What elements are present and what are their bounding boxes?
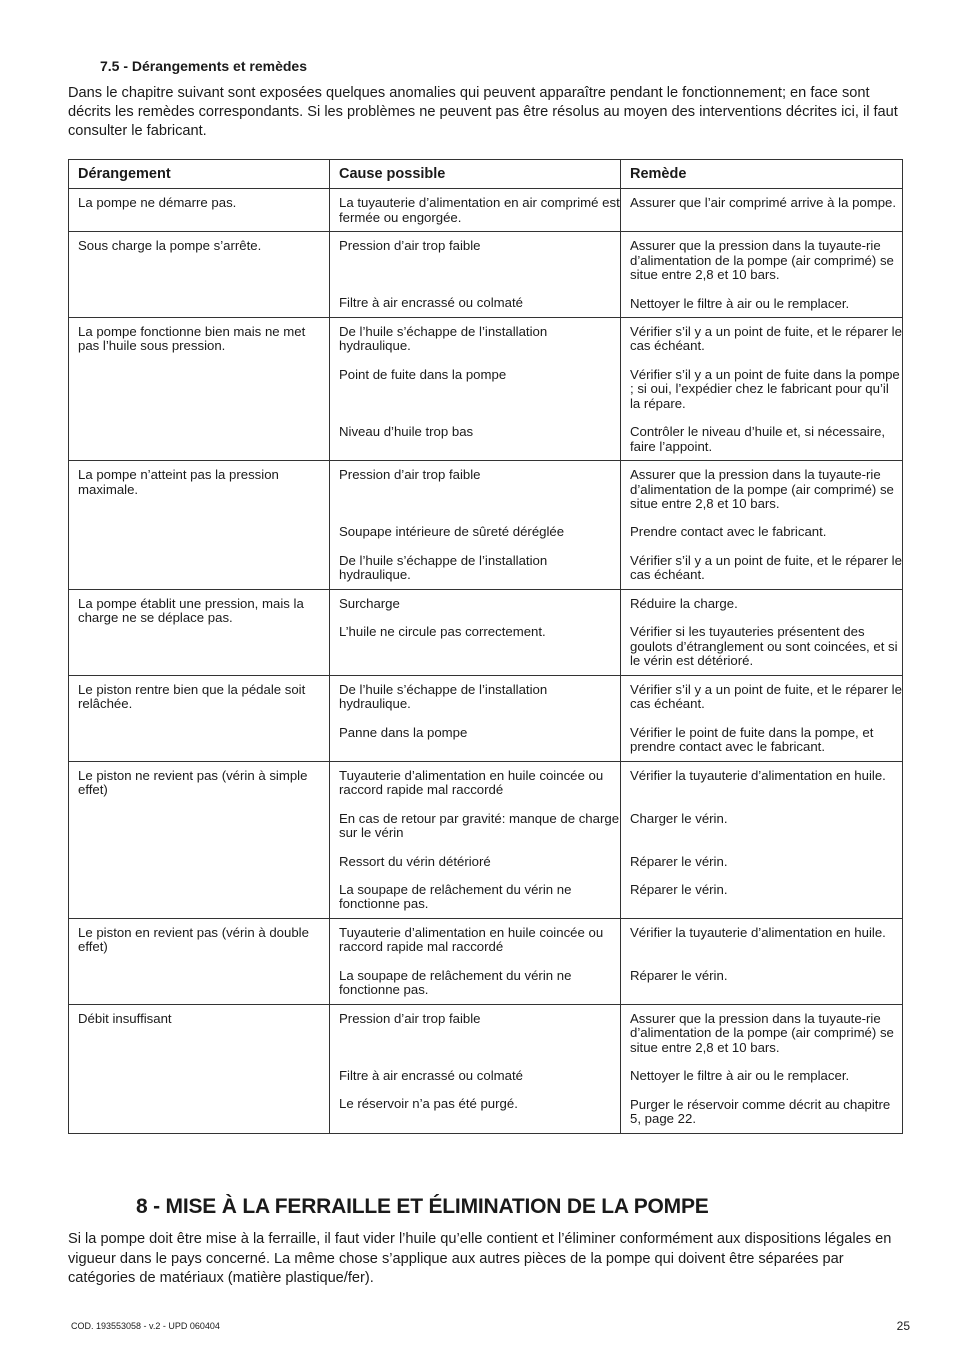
entry-spacer [630, 841, 902, 855]
remedy-text: Réparer le vérin. [630, 967, 728, 983]
remedy-text: Assurer que l’air comprimé arrive à la pompe. [630, 195, 897, 211]
remedy-cell [621, 761, 903, 918]
remedy-text: Prendre contact avec le fabricant. [630, 524, 827, 540]
cause-text: Pression d’air trop faible [339, 467, 481, 483]
problem-cell: Le piston ne revient pas (vérin à simple effet) [69, 761, 330, 918]
remedy-cell [621, 232, 903, 318]
remedy-cell [621, 318, 903, 461]
remedy-cell [621, 675, 903, 761]
problem-cell: Sous charge la pompe s’arrête. [69, 232, 330, 318]
entry-spacer [339, 1083, 620, 1097]
entry-spacer [630, 540, 902, 554]
cause-text: Tuyauterie d’alimentation en huile coincée ou raccord rapide mal raccordé [339, 767, 604, 797]
cause-text: Soupape intérieure de sûreté déréglée [339, 524, 565, 540]
entry-spacer [339, 798, 620, 812]
entry-spacer [630, 712, 902, 726]
remedy-text: Réduire la charge. [630, 595, 738, 611]
table-header-row [69, 160, 903, 189]
remedy-text: Vérifier si les tuyauteries présentent des goulots d’étranglement ou sont coincées, et si le vérin est détérioré. [630, 624, 898, 669]
cause-text: Pression d’air trop faible [339, 238, 481, 254]
entry-spacer [630, 1084, 902, 1098]
cause-cell [330, 1004, 621, 1133]
chapter-heading: 8 - MISE À LA FERRAILLE ET ÉLIMINATION DE LA POMPE [136, 1195, 709, 1218]
entry-spacer [630, 1055, 902, 1069]
entry-spacer [630, 411, 902, 425]
cause-text: L’huile ne circule pas correctement. [339, 624, 546, 640]
cause-cell [330, 232, 621, 318]
table-row [69, 189, 903, 232]
entry-spacer [339, 411, 620, 425]
remedy-text: Vérifier la tuyauterie d’alimentation en huile. [630, 767, 886, 783]
remedy-text: Vérifier le point de fuite dans la pompe, et prendre contact avec le fabricant. [630, 724, 874, 754]
remedy-text: Purger le réservoir comme décrit au chapitre 5, page 22. [630, 1096, 891, 1126]
entry-spacer [339, 611, 620, 625]
remedy-text: Contrôler le niveau d’huile et, si nécessaire, faire l’appoint. [630, 424, 886, 454]
remedy-text: Nettoyer le filtre à air ou le remplacer. [630, 1068, 850, 1084]
cause-text: De l’huile s’échappe de l’installation hydraulique. [339, 552, 548, 583]
table-row [69, 589, 903, 675]
entry-spacer [339, 869, 620, 883]
cause-cell [330, 589, 621, 675]
header-problem: Dérangement [69, 160, 330, 189]
table-row [69, 918, 903, 1004]
remedy-text: Vérifier s’il y a un point de fuite, et le réparer le cas échéant. [630, 681, 902, 711]
entry-spacer [339, 712, 620, 726]
remedy-text: Vérifier la tuyauterie d’alimentation en huile. [630, 924, 886, 940]
page-number: 25 [896, 1319, 910, 1333]
entry-spacer [339, 540, 620, 554]
entry-spacer [339, 955, 620, 969]
disposal-paragraph: Si la pompe doit être mise à la ferraille, il faut vider l’huile qu’elle contient et l’éliminer conformément aux dispositions légales en vigueur dans le pays concerné. La même chose s’applique aux autres pièces de la pompe qui doivent être séparées par catégories de matériaux (matière plastique/fer). [68, 1231, 892, 1286]
remedy-cell [621, 189, 903, 232]
remedy-cell [621, 918, 903, 1004]
problem-cell: La pompe n’atteint pas la pression maximale. [69, 461, 330, 590]
remedy-text: Assurer que la pression dans la tuyaute-rie d’alimentation de la pompe (air comprimé) se situe entre 2,8 et 10 bars. [630, 1010, 894, 1055]
document-code: COD. 193553058 - v.2 - UPD 060404 [71, 1321, 220, 1331]
remedy-text: Nettoyer le filtre à air ou le remplacer. [630, 295, 850, 311]
cause-cell [330, 675, 621, 761]
cause-text: Le réservoir n’a pas été purgé. [339, 1096, 518, 1112]
problem-cell: La pompe fonctionne bien mais ne met pas l’huile sous pression. [69, 318, 330, 461]
cause-text: Panne dans la pompe [339, 724, 468, 740]
cause-cell [330, 189, 621, 232]
remedy-cell [621, 589, 903, 675]
problem-cell: Débit insuffisant [69, 1004, 330, 1133]
table-row [69, 232, 903, 318]
cause-text: Point de fuite dans la pompe [339, 367, 507, 383]
cause-text: Filtre à air encrassé ou colmaté [339, 1067, 523, 1083]
entry-spacer [339, 354, 620, 368]
problem-cell: La pompe ne démarre pas. [69, 189, 330, 232]
cause-text: Pression d’air trop faible [339, 1010, 481, 1026]
cause-text: De l’huile s’échappe de l’installation hydraulique. [339, 324, 548, 354]
entry-spacer [630, 354, 902, 368]
cause-text: En cas de retour par gravité: manque de charge sur le vérin [339, 810, 620, 840]
entry-spacer [339, 511, 620, 525]
table-row [69, 761, 903, 918]
cause-cell [330, 318, 621, 461]
section-subheading: 7.5 - Dérangements et remèdes [100, 58, 307, 74]
entry-spacer [339, 282, 620, 296]
remedy-text: Réparer le vérin. [630, 881, 728, 897]
cause-cell [330, 918, 621, 1004]
entry-spacer [630, 511, 902, 525]
entry-spacer [630, 955, 902, 969]
remedy-text: Vérifier s’il y a un point de fuite, et le réparer le cas échéant. [630, 324, 902, 354]
cause-text: De l’huile s’échappe de l’installation hydraulique. [339, 681, 548, 711]
problem-cell: Le piston rentre bien que la pédale soit relâchée. [69, 675, 330, 761]
table-body [69, 189, 903, 1133]
remedy-text: Charger le vérin. [630, 810, 728, 826]
remedy-text: Réparer le vérin. [630, 853, 728, 869]
problem-cell: La pompe établit une pression, mais la charge ne se déplace pas. [69, 589, 330, 675]
cause-text: La soupape de relâchement du vérin ne fonctionne pas. [339, 881, 572, 912]
cause-text: Tuyauterie d’alimentation en huile coincée ou raccord rapide mal raccordé [339, 924, 604, 955]
troubleshooting-table [68, 159, 903, 1134]
cause-cell [330, 461, 621, 590]
entry-spacer [630, 798, 902, 812]
remedy-cell [621, 1004, 903, 1133]
remedy-cell [621, 461, 903, 590]
intro-paragraph: Dans le chapitre suivant sont exposées quelques anomalies qui peuvent apparaître pendant le fonctionnement; en face sont décrits les remèdes correspondants. Si les problèmes ne peuvent pas être résolus au moyen des interventions décrites ici, il faut consulter le fabricant. [68, 85, 898, 139]
entry-spacer [339, 841, 620, 855]
cause-text: Surcharge [339, 595, 400, 611]
cause-text: Niveau d’huile trop bas [339, 424, 474, 440]
cause-text: La tuyauterie d’alimentation en air comprimé est fermée ou engorgée. [339, 195, 620, 225]
table-row [69, 675, 903, 761]
table-row [69, 318, 903, 461]
header-remedy: Remède [621, 160, 903, 189]
remedy-text: Assurer que la pression dans la tuyaute-rie d’alimentation de la pompe (air comprimé) se situe entre 2,8 et 10 bars. [630, 467, 894, 512]
remedy-text: Assurer que la pression dans la tuyaute-rie d’alimentation de la pompe (air comprimé) se situe entre 2,8 et 10 bars. [630, 238, 894, 283]
cause-cell [330, 761, 621, 918]
problem-cell: Le piston en revient pas (vérin à double effet) [69, 918, 330, 1004]
entry-spacer [630, 611, 902, 625]
cause-text: Filtre à air encrassé ou colmaté [339, 295, 523, 311]
table-row [69, 1004, 903, 1133]
entry-spacer [630, 869, 902, 883]
remedy-text: Vérifier s’il y a un point de fuite dans la pompe ; si oui, l’expédier chez le fabricant pour qu’il la répare. [630, 367, 900, 411]
entry-spacer [630, 283, 902, 297]
table-row [69, 461, 903, 590]
header-cause: Cause possible [330, 160, 621, 189]
cause-text: Ressort du vérin détérioré [339, 853, 491, 869]
remedy-text: Vérifier s’il y a un point de fuite, et le réparer le cas échéant. [630, 552, 902, 583]
entry-spacer [339, 1055, 620, 1069]
cause-text: La soupape de relâchement du vérin ne fonctionne pas. [339, 967, 572, 998]
